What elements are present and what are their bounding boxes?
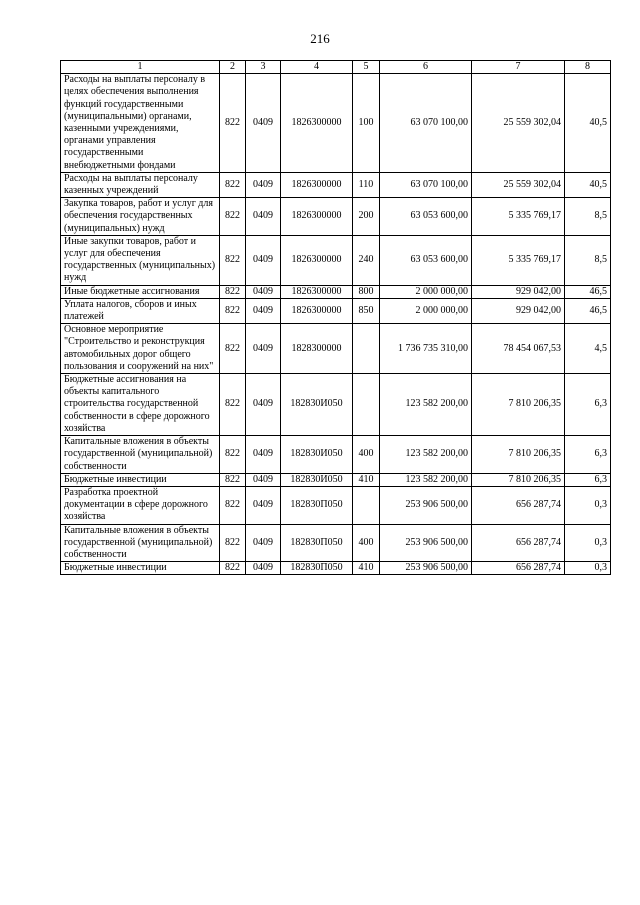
row-name: Бюджетные инвестиции <box>61 562 220 575</box>
cell-target-article: 182830И050 <box>281 473 353 486</box>
column-header: 3 <box>246 61 281 74</box>
cell-percent: 46,5 <box>565 285 611 298</box>
cell-section-code: 0409 <box>246 324 281 374</box>
cell-percent: 8,5 <box>565 198 611 236</box>
cell-executed-amount: 929 042,00 <box>472 285 565 298</box>
cell-section-code: 0409 <box>246 473 281 486</box>
cell-executed-amount: 656 287,74 <box>472 486 565 524</box>
cell-section-code: 0409 <box>246 524 281 562</box>
cell-executed-amount: 7 810 206,35 <box>472 374 565 436</box>
row-name: Иные бюджетные ассигнования <box>61 285 220 298</box>
cell-percent: 6,3 <box>565 473 611 486</box>
cell-ministry-code: 822 <box>220 74 246 173</box>
cell-executed-amount: 5 335 769,17 <box>472 235 565 285</box>
row-name: Закупка товаров, работ и услуг для обеспечения государственных (муниципальных) нужд <box>61 198 220 236</box>
table-row <box>61 473 611 486</box>
table-row <box>61 524 611 562</box>
cell-target-article: 1826300000 <box>281 74 353 173</box>
cell-executed-amount: 7 810 206,35 <box>472 473 565 486</box>
cell-percent: 6,3 <box>565 374 611 436</box>
cell-planned-amount: 253 906 500,00 <box>380 562 472 575</box>
cell-percent: 46,5 <box>565 298 611 323</box>
cell-executed-amount: 656 287,74 <box>472 524 565 562</box>
cell-planned-amount: 1 736 735 310,00 <box>380 324 472 374</box>
budget-table <box>60 60 611 575</box>
table-row <box>61 74 611 173</box>
row-name: Разработка проектной документации в сфере дорожного хозяйства <box>61 486 220 524</box>
cell-ministry-code: 822 <box>220 436 246 474</box>
cell-percent: 0,3 <box>565 524 611 562</box>
table-row <box>61 285 611 298</box>
cell-expense-type: 400 <box>353 524 380 562</box>
cell-executed-amount: 25 559 302,04 <box>472 74 565 173</box>
cell-planned-amount: 123 582 200,00 <box>380 436 472 474</box>
cell-section-code: 0409 <box>246 172 281 197</box>
column-header: 6 <box>380 61 472 74</box>
cell-ministry-code: 822 <box>220 524 246 562</box>
column-header: 8 <box>565 61 611 74</box>
cell-target-article: 1826300000 <box>281 235 353 285</box>
row-name: Основное мероприятие "Строительство и реконструкция автомобильных дорог общего пользования и сооружений на них" <box>61 324 220 374</box>
row-name: Капитальные вложения в объекты государственной (муниципальной) собственности <box>61 524 220 562</box>
cell-executed-amount: 25 559 302,04 <box>472 172 565 197</box>
cell-section-code: 0409 <box>246 285 281 298</box>
table-row <box>61 298 611 323</box>
cell-planned-amount: 253 906 500,00 <box>380 486 472 524</box>
cell-target-article: 1826300000 <box>281 198 353 236</box>
cell-ministry-code: 822 <box>220 473 246 486</box>
table-row <box>61 324 611 374</box>
table-row <box>61 235 611 285</box>
cell-executed-amount: 7 810 206,35 <box>472 436 565 474</box>
cell-percent: 0,3 <box>565 486 611 524</box>
table-body <box>61 74 611 575</box>
table-row <box>61 374 611 436</box>
cell-percent: 8,5 <box>565 235 611 285</box>
table-row <box>61 486 611 524</box>
cell-ministry-code: 822 <box>220 172 246 197</box>
cell-ministry-code: 822 <box>220 486 246 524</box>
cell-target-article: 182830И050 <box>281 374 353 436</box>
cell-ministry-code: 822 <box>220 285 246 298</box>
row-name: Расходы на выплаты персоналу в целях обеспечения выполнения функций государственными (муниципальными) органами, казенными учреждениями, органами управления государственными внебюджетными фондами <box>61 74 220 173</box>
cell-ministry-code: 822 <box>220 298 246 323</box>
cell-percent: 0,3 <box>565 562 611 575</box>
cell-expense-type <box>353 324 380 374</box>
table-row <box>61 172 611 197</box>
cell-planned-amount: 253 906 500,00 <box>380 524 472 562</box>
cell-target-article: 182830П050 <box>281 524 353 562</box>
cell-expense-type: 240 <box>353 235 380 285</box>
cell-section-code: 0409 <box>246 235 281 285</box>
cell-planned-amount: 63 070 100,00 <box>380 74 472 173</box>
cell-expense-type: 410 <box>353 473 380 486</box>
row-name: Уплата налогов, сборов и иных платежей <box>61 298 220 323</box>
cell-target-article: 1828300000 <box>281 324 353 374</box>
cell-ministry-code: 822 <box>220 374 246 436</box>
cell-target-article: 1826300000 <box>281 298 353 323</box>
cell-percent: 40,5 <box>565 172 611 197</box>
cell-target-article: 182830П050 <box>281 486 353 524</box>
row-name: Иные закупки товаров, работ и услуг для обеспечения государственных (муниципальных) нужд <box>61 235 220 285</box>
cell-planned-amount: 63 053 600,00 <box>380 198 472 236</box>
cell-percent: 6,3 <box>565 436 611 474</box>
row-name: Бюджетные ассигнования на объекты капитального строительства государственной собственности в сфере дорожного хозяйства <box>61 374 220 436</box>
cell-planned-amount: 63 070 100,00 <box>380 172 472 197</box>
cell-section-code: 0409 <box>246 436 281 474</box>
row-name: Капитальные вложения в объекты государственной (муниципальной) собственности <box>61 436 220 474</box>
column-header: 4 <box>281 61 353 74</box>
row-name: Расходы на выплаты персоналу казенных учреждений <box>61 172 220 197</box>
cell-section-code: 0409 <box>246 374 281 436</box>
cell-target-article: 182830И050 <box>281 436 353 474</box>
cell-executed-amount: 5 335 769,17 <box>472 198 565 236</box>
cell-section-code: 0409 <box>246 74 281 173</box>
cell-expense-type: 200 <box>353 198 380 236</box>
table-row <box>61 198 611 236</box>
table-row <box>61 436 611 474</box>
cell-executed-amount: 78 454 067,53 <box>472 324 565 374</box>
cell-ministry-code: 822 <box>220 198 246 236</box>
cell-expense-type: 100 <box>353 74 380 173</box>
row-name: Бюджетные инвестиции <box>61 473 220 486</box>
cell-planned-amount: 123 582 200,00 <box>380 473 472 486</box>
cell-executed-amount: 929 042,00 <box>472 298 565 323</box>
cell-expense-type: 410 <box>353 562 380 575</box>
cell-target-article: 1826300000 <box>281 172 353 197</box>
cell-ministry-code: 822 <box>220 324 246 374</box>
cell-ministry-code: 822 <box>220 562 246 575</box>
cell-planned-amount: 123 582 200,00 <box>380 374 472 436</box>
cell-planned-amount: 63 053 600,00 <box>380 235 472 285</box>
cell-section-code: 0409 <box>246 198 281 236</box>
cell-section-code: 0409 <box>246 486 281 524</box>
cell-target-article: 182830П050 <box>281 562 353 575</box>
cell-executed-amount: 656 287,74 <box>472 562 565 575</box>
cell-percent: 4,5 <box>565 324 611 374</box>
cell-percent: 40,5 <box>565 74 611 173</box>
table-row <box>61 562 611 575</box>
column-header: 1 <box>61 61 220 74</box>
cell-expense-type: 850 <box>353 298 380 323</box>
cell-section-code: 0409 <box>246 562 281 575</box>
page-number: 216 <box>310 31 330 46</box>
cell-target-article: 1826300000 <box>281 285 353 298</box>
cell-section-code: 0409 <box>246 298 281 323</box>
column-header: 7 <box>472 61 565 74</box>
cell-expense-type: 800 <box>353 285 380 298</box>
cell-expense-type <box>353 374 380 436</box>
cell-planned-amount: 2 000 000,00 <box>380 285 472 298</box>
column-header: 2 <box>220 61 246 74</box>
header-row <box>61 61 611 74</box>
cell-expense-type: 110 <box>353 172 380 197</box>
cell-expense-type <box>353 486 380 524</box>
cell-expense-type: 400 <box>353 436 380 474</box>
cell-ministry-code: 822 <box>220 235 246 285</box>
column-header: 5 <box>353 61 380 74</box>
cell-planned-amount: 2 000 000,00 <box>380 298 472 323</box>
